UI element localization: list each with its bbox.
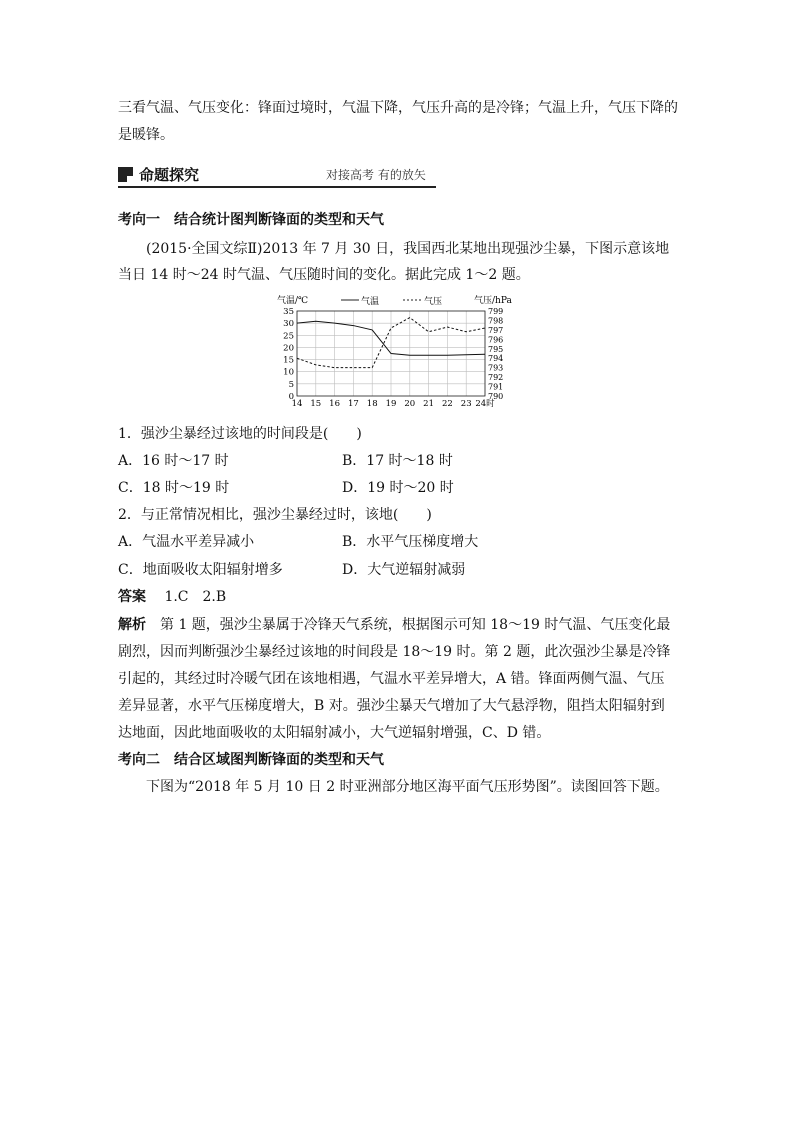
right-tick-label: 799 [488, 307, 504, 316]
x-tick-label: 16 [329, 399, 341, 409]
direction1-stem: (2015·全国文综Ⅱ)2013 年 7 月 30 日，我国西北某地出现强沙尘暴，下图示意该地当日 14 时～24 时气温、气压随时间的变化。据此完成 1～2 题。 [118, 241, 670, 283]
question1-stem: 1．强沙尘暴经过该地的时间段是( ) [118, 426, 362, 442]
left-axis-label: 气温/℃ [277, 296, 309, 306]
question1-option-a: A．16 时～17 时 [118, 453, 229, 469]
right-tick-label: 795 [488, 344, 504, 354]
x-tick-label: 17 [347, 399, 359, 409]
analysis-label: 解析 [118, 617, 146, 633]
analysis-text: 第 1 题，强沙尘暴属于冷锋天气系统，根据图示可知 18～19 时气温、气压变化最剧烈，因而判断强沙尘暴经过该地的时间段是 18～19 时。第 2 题，此次强沙尘暴是冷锋引起的，其经过时冷暖气团在该地相遇，气温水平差异增大，A 错。锋面两侧气温、气压差异显著，水平气压梯度增大，B 对。强沙尘暴天气增加了大气悬浮物，阻挡太阳辐射到达地面，因此地面吸收的太阳辐射减小，大气逆辐射增强，C、D 错。 [118, 617, 671, 741]
left-tick-label: 5 [288, 379, 294, 390]
x-tick-label: 24时 [475, 399, 495, 409]
right-tick-label: 790 [488, 392, 504, 401]
question2-option-b: B．水平气压梯度增大 [342, 534, 479, 550]
x-axis-ticks [292, 398, 496, 409]
legend-label-temperature: 气温 [361, 297, 380, 307]
question2-stem: 2．与正常情况相比，强沙尘暴经过时，该地( ) [118, 507, 432, 523]
right-tick-label: 798 [488, 316, 504, 326]
question2-option-d: D．大气逆辐射减弱 [342, 562, 466, 578]
answer-label: 答案 [118, 589, 146, 605]
section-header [118, 164, 436, 190]
right-tick-label: 797 [488, 325, 504, 335]
legend-label-pressure: 气压 [424, 297, 443, 307]
right-tick-label: 793 [488, 363, 504, 373]
direction1-heading: 考向一 结合统计图判断锋面的类型和天气 [118, 212, 384, 228]
x-tick-label: 20 [404, 399, 416, 409]
section-square-icon [118, 167, 133, 182]
section-title: 命题探究 [139, 166, 200, 184]
question2-option-c: C．地面吸收太阳辐射增多 [118, 562, 283, 578]
section-rule [118, 186, 436, 188]
question1-option-c: C．18 时～19 时 [118, 480, 230, 496]
right-axis-ticks [488, 307, 503, 401]
question1-option-d: D．19 时～20 时 [342, 480, 454, 496]
left-tick-label: 25 [283, 331, 294, 342]
x-tick-label: 21 [423, 399, 435, 409]
right-tick-label: 792 [488, 373, 504, 383]
x-tick-label: 23 [460, 399, 472, 409]
left-tick-label: 0 [288, 392, 294, 402]
chart-legend [341, 295, 442, 307]
right-tick-label: 791 [488, 382, 504, 392]
x-tick-label: 18 [366, 399, 378, 409]
right-tick-label: 796 [488, 335, 504, 345]
x-tick-label: 19 [385, 399, 397, 409]
right-tick-label: 794 [488, 354, 504, 364]
direction2-stem: 下图为“2018 年 5 月 10 日 2 时亚洲部分地区海平面气压形势图”。读图回答下题。 [146, 779, 669, 795]
question1-option-b: B．17 时～18 时 [342, 453, 453, 469]
temperature-pressure-chart [275, 294, 525, 416]
left-tick-label: 30 [283, 319, 294, 330]
intro-paragraph: 三看气温、气压变化：锋面过境时，气温下降，气压升高的是冷锋；气温上升，气压下降的是暖锋。 [118, 100, 678, 143]
left-tick-label: 15 [283, 355, 294, 366]
left-tick-label: 20 [283, 343, 294, 354]
section-subtitle: 对接高考 有的放矢 [326, 168, 426, 182]
analysis-paragraph [118, 612, 678, 747]
right-axis-label: 气压/hPa [474, 296, 512, 306]
answer-line [118, 587, 226, 607]
left-tick-label: 35 [283, 307, 294, 317]
direction2-heading: 考向二 结合区域图判断锋面的类型和天气 [118, 752, 384, 768]
x-tick-label: 22 [441, 399, 453, 409]
answer-text: 1.C 2.B [164, 589, 227, 605]
question2-option-a: A．气温水平差异减小 [118, 534, 255, 550]
left-tick-label: 10 [283, 367, 294, 378]
x-tick-label: 15 [310, 399, 322, 409]
x-tick-label: 14 [291, 399, 303, 409]
left-axis-ticks [283, 307, 294, 402]
